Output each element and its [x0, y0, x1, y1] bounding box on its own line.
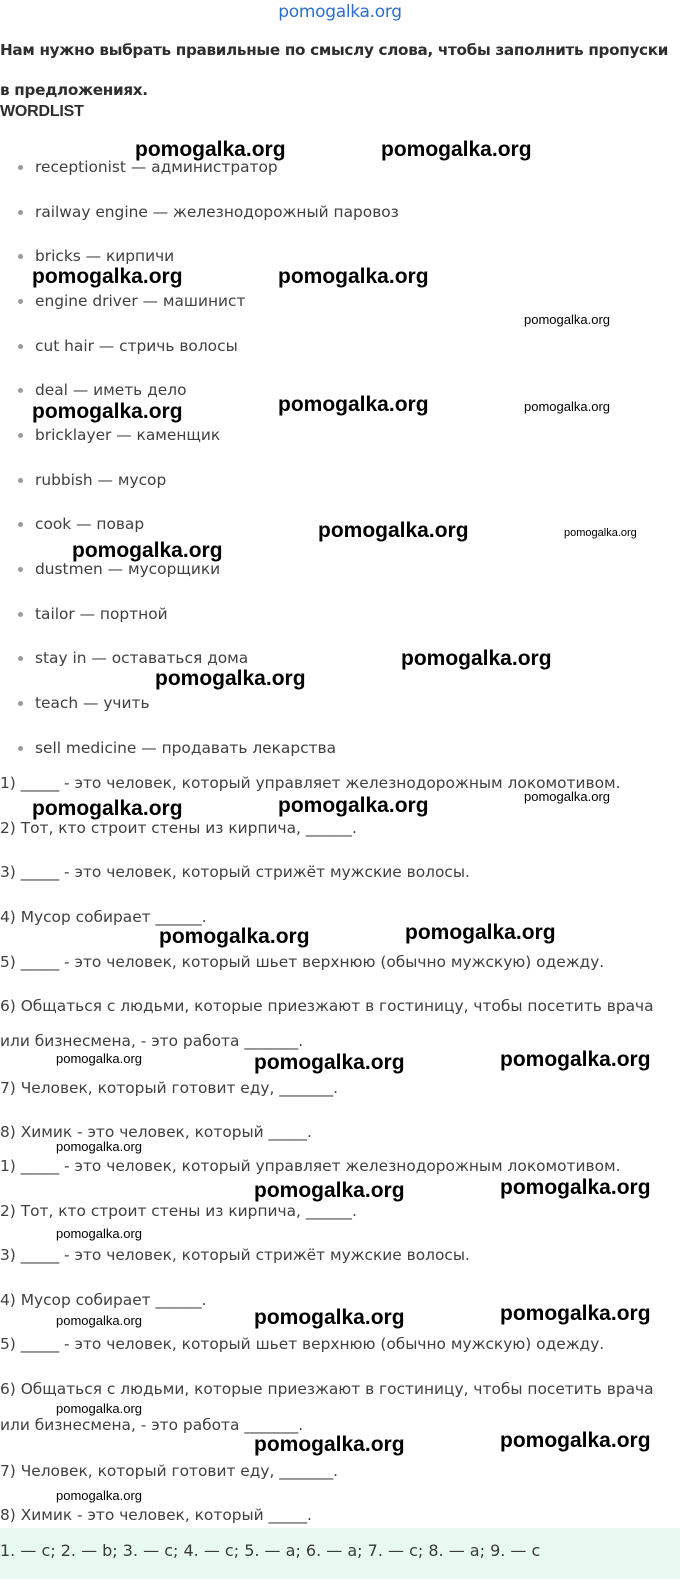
answer-key-bar	[0, 1528, 680, 1579]
bullet-icon	[18, 612, 23, 617]
bullet-icon	[18, 165, 23, 170]
bullet-icon	[18, 567, 23, 572]
list-item-text: teach — учить	[35, 694, 150, 712]
watermark: pomogalka.org	[564, 527, 637, 539]
list-item-text: bricks — кирпичи	[35, 247, 175, 265]
watermark: pomogalka.org	[500, 1048, 651, 1071]
watermark: pomogalka.org	[254, 1051, 405, 1074]
bullet-icon	[18, 254, 23, 259]
list-item-text: bricklayer — каменщик	[35, 426, 221, 444]
watermark: pomogalka.org	[56, 1488, 142, 1503]
list-item-text: dustmen — мусорщики	[35, 560, 221, 578]
watermark: pomogalka.org	[278, 265, 429, 288]
sentence-6: 6) Общаться с людьми, которые приезжают в гостиницу, чтобы посетить врача	[0, 1380, 654, 1398]
watermark: pomogalka.org	[72, 539, 223, 562]
sentence-4: 4) Мусор собирает ______.	[0, 1291, 207, 1309]
sentence-8: 8) Химик - это человек, который _____.	[0, 1506, 312, 1524]
sentence-5: 5) _____ - это человек, который шьет верхнюю (обычно мужскую) одежду.	[0, 1335, 605, 1353]
watermark: pomogalka.org	[401, 647, 552, 670]
bullet-icon	[18, 478, 23, 483]
wordlist-heading: WORDLIST	[0, 103, 84, 120]
watermark: pomogalka.org	[500, 1302, 651, 1325]
sentence-2: 2) Тот, кто строит стены из кирпича, ______.	[0, 1202, 357, 1220]
sentence-6: 6) Общаться с людьми, которые приезжают в гостиницу, чтобы посетить врача	[0, 997, 654, 1015]
sentence-5: 5) _____ - это человек, который шьет верхнюю (обычно мужскую) одежду.	[0, 953, 605, 971]
bullet-icon	[18, 701, 23, 706]
bullet-icon	[18, 746, 23, 751]
list-item-text: cook — повар	[35, 515, 145, 533]
watermark: pomogalka.org	[56, 1226, 142, 1241]
list-item-text: stay in — оставаться дома	[35, 649, 249, 667]
site-header-watermark: pomogalka.org	[278, 2, 402, 22]
watermark: pomogalka.org	[32, 400, 183, 423]
watermark: pomogalka.org	[500, 1176, 651, 1199]
sentence-6-continued: или бизнесмена, - это работа _______.	[0, 1416, 304, 1434]
sentence-1: 1) _____ - это человек, который управляет железнодорожным локомотивом.	[0, 1157, 621, 1175]
bullet-icon	[18, 299, 23, 304]
watermark: pomogalka.org	[278, 393, 429, 416]
watermark: pomogalka.org	[524, 312, 610, 327]
bullet-icon	[18, 522, 23, 527]
bullet-icon	[18, 656, 23, 661]
list-item-text: cut hair — стричь волосы	[35, 337, 238, 355]
watermark: pomogalka.org	[56, 1139, 142, 1154]
sentence-8: 8) Химик - это человек, который _____.	[0, 1123, 312, 1141]
watermark: pomogalka.org	[32, 797, 183, 820]
watermark: pomogalka.org	[254, 1179, 405, 1202]
bullet-icon	[18, 388, 23, 393]
sentence-3: 3) _____ - это человек, который стрижёт мужские волосы.	[0, 1246, 470, 1264]
sentence-6-continued: или бизнесмена, - это работа _______.	[0, 1032, 304, 1050]
watermark: pomogalka.org	[56, 1313, 142, 1328]
bullet-icon	[18, 344, 23, 349]
watermark: pomogalka.org	[155, 667, 306, 690]
list-item-text: engine driver — машинист	[35, 292, 246, 310]
list-item-text: tailor — портной	[35, 605, 168, 623]
watermark: pomogalka.org	[135, 138, 286, 161]
list-item-text: rubbish — мусор	[35, 471, 167, 489]
watermark: pomogalka.org	[524, 789, 610, 804]
watermark: pomogalka.org	[318, 519, 469, 542]
list-item-text: deal — иметь дело	[35, 381, 187, 399]
intro-text: Нам нужно выбрать правильные по смыслу слова, чтобы заполнить пропуски в предложениях.	[0, 41, 669, 99]
watermark: pomogalka.org	[405, 921, 556, 944]
sentence-3: 3) _____ - это человек, который стрижёт мужские волосы.	[0, 863, 470, 881]
watermark: pomogalka.org	[254, 1306, 405, 1329]
watermark: pomogalka.org	[159, 925, 310, 948]
list-item-text: receptionist — администратор	[35, 158, 278, 176]
sentence-2: 2) Тот, кто строит стены из кирпича, ______.	[0, 819, 357, 837]
watermark: pomogalka.org	[56, 1401, 142, 1416]
watermark: pomogalka.org	[524, 399, 610, 414]
watermark: pomogalka.org	[278, 794, 429, 817]
list-item-text: railway engine — железнодорожный паровоз	[35, 203, 399, 221]
bullet-icon	[18, 433, 23, 438]
watermark: pomogalka.org	[254, 1433, 405, 1456]
watermark: pomogalka.org	[56, 1051, 142, 1066]
bullet-icon	[18, 210, 23, 215]
watermark: pomogalka.org	[500, 1429, 651, 1452]
watermark: pomogalka.org	[32, 265, 183, 288]
watermark: pomogalka.org	[381, 138, 532, 161]
sentence-7: 7) Человек, который готовит еду, _______.	[0, 1079, 339, 1097]
sentence-4: 4) Мусор собирает ______.	[0, 908, 207, 926]
list-item-text: sell medicine — продавать лекарства	[35, 739, 337, 757]
sentence-1: 1) _____ - это человек, который управляет железнодорожным локомотивом.	[0, 774, 621, 792]
answer-key: 1. — c; 2. — b; 3. — c; 4. — c; 5. — a; 6. — a; 7. — c; 8. — a; 9. — c	[0, 1541, 541, 1560]
sentence-7: 7) Человек, который готовит еду, _______.	[0, 1462, 339, 1480]
